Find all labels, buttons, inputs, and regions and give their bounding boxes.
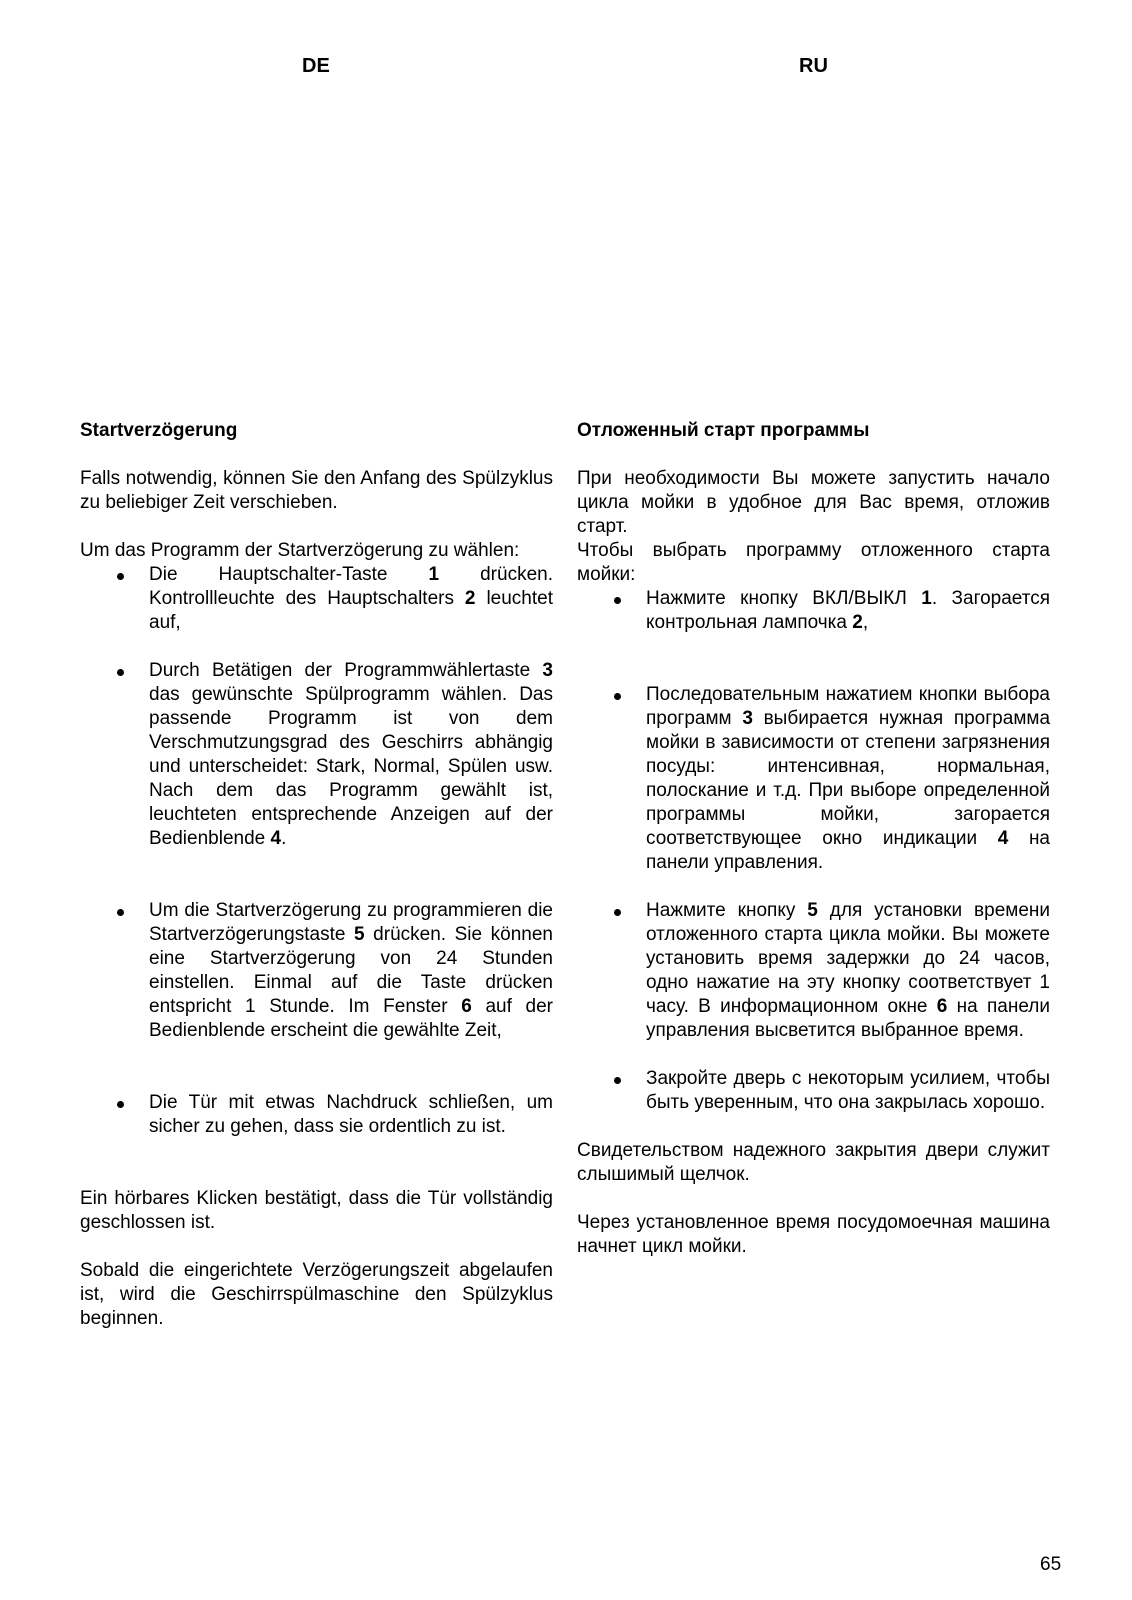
control-number: 2 (464, 588, 476, 609)
control-number: 1 (921, 588, 932, 609)
list-item: Durch Betätigen der Programmwählertaste 3 das gewünschte Spülprogramm wählen. Das passende Programm ist von dem Verschmutzungsgrad des Geschirrs abhängig und unterscheidet: Stark, Normal, Spülen usw. Nach dem das Programm gewählt ist, leuchteten entsprechende Anzeigen auf der Bedienblende 4. (80, 659, 553, 851)
intro-paragraph: Falls notwendig, können Sie den Anfang des Spülzyklus zu beliebiger Zeit verschieben. (80, 468, 553, 513)
choose-paragraph: Um das Programm der Startverzögerung zu wählen: (80, 540, 520, 561)
steps-list (80, 563, 553, 1139)
steps-list (577, 587, 1050, 1115)
language-label-ru: RU (799, 55, 828, 77)
russian-column (577, 419, 1050, 1259)
end-paragraph: Sobald die eingerichtete Verzögerungszeit abgelaufen ist, wird die Geschirrspülmaschine den Spülzyklus beginnen. (80, 1260, 553, 1329)
intro-paragraph: При необходимости Вы можете запустить начало цикла мойки в удобное для Вас время, отложив старт. (577, 468, 1050, 537)
page-number: 65 (1040, 1554, 1062, 1575)
control-number: 6 (461, 996, 472, 1017)
list-item: Нажмите кнопку ВКЛ/ВЫКЛ 1. Загорается контрольная лампочка 2, (577, 587, 1050, 635)
click-paragraph: Свидетельством надежного закрытия двери служит слышимый щелчок. (577, 1140, 1050, 1185)
control-number: 4 (997, 828, 1009, 849)
list-item: Um die Startverzögerung zu programmieren die Startverzögerungstaste 5 drücken. Sie können eine Startverzögerung von 24 Stunden einstellen. Einmal auf die Taste drücken entspricht 1 Stunde. Im Fenster 6 auf der Bedienblende erscheint die gewählte Zeit, (80, 899, 553, 1043)
list-item: Die Tür mit etwas Nachdruck schließen, um sicher zu gehen, dass sie ordentlich zu ist. (80, 1091, 553, 1139)
control-number: 5 (354, 924, 365, 945)
control-number: 4 (270, 828, 282, 849)
list-item: Последовательным нажатием кнопки выбора программ 3 выбирается нужная программа мойки в зависимости от степени загрязнения посуды: интенсивная, нормальная, полоскание и т.д. При выборе определенной программы мойки, загорается соответствующее окно индикации 4 на панели управления. (577, 683, 1050, 875)
control-number: 3 (542, 660, 553, 681)
section-title: Отложенный старт программы (577, 420, 870, 441)
german-column (80, 419, 553, 1331)
language-label-de: DE (302, 55, 330, 77)
control-number: 6 (936, 996, 948, 1017)
list-item: Нажмите кнопку 5 для установки времени отложенного старта цикла мойки. Вы можете установить время задержки до 24 часов, одно нажатие на эту кнопку соответствует 1 часу. В информационном окне 6 на панели управления высветится выбранное время. (577, 899, 1050, 1043)
control-number: 1 (428, 564, 440, 585)
end-paragraph: Через установленное время посудомоечная машина начнет цикл мойки. (577, 1212, 1050, 1257)
control-number: 2 (852, 612, 863, 633)
section-title: Startverzögerung (80, 420, 238, 441)
choose-paragraph: Чтобы выбрать программу отложенного старта мойки: (577, 540, 1050, 585)
list-item: Die Hauptschalter-Taste 1 drücken. Kontrollleuchte des Hauptschalters 2 leuchtet auf, (80, 563, 553, 635)
control-number: 5 (807, 900, 818, 921)
control-number: 3 (742, 708, 753, 729)
click-paragraph: Ein hörbares Klicken bestätigt, dass die Tür vollständig geschlossen ist. (80, 1188, 553, 1233)
list-item: Закройте дверь с некоторым усилием, чтобы быть уверенным, что она закрылась хорошо. (577, 1067, 1050, 1115)
